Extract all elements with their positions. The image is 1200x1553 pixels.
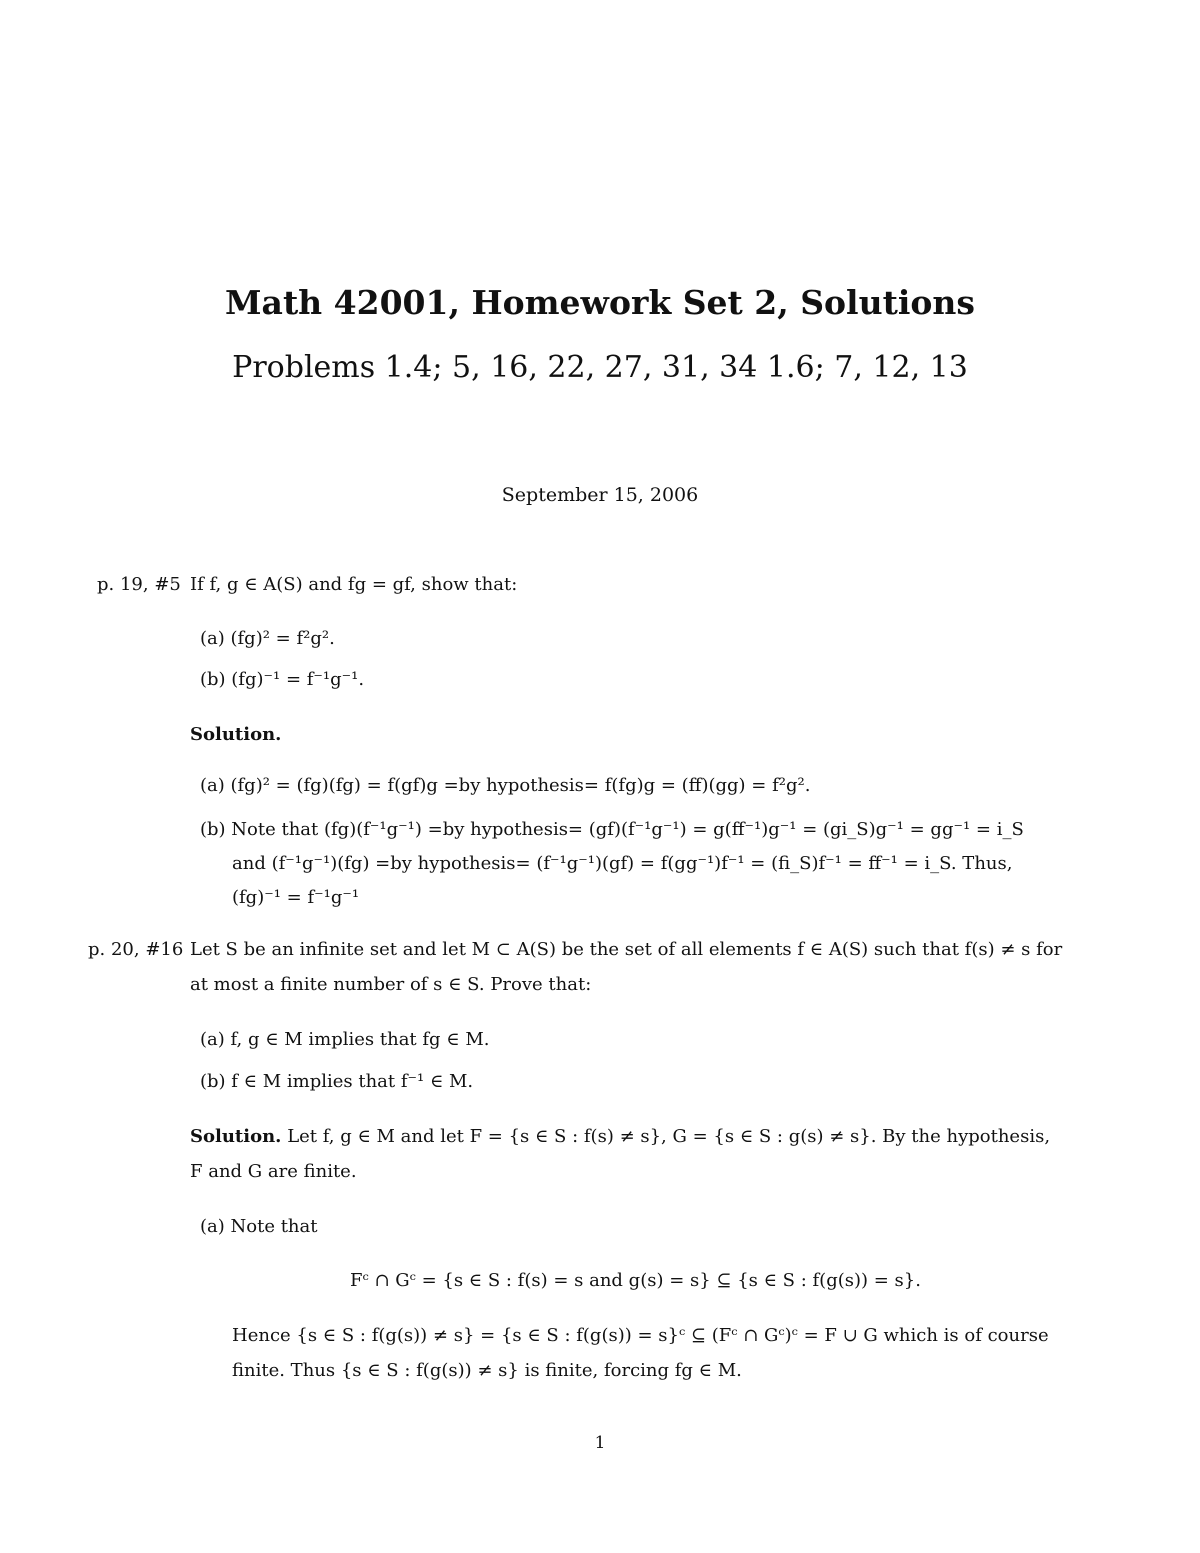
solution-heading: Solution.: [190, 724, 282, 745]
solution-part-b-line3: (fg)⁻¹ = f⁻¹g⁻¹: [232, 887, 360, 908]
solution-text: Let f, g ∈ M and let F = {s ∈ S : f(s) ≠ s}, G = {s ∈ S : g(s) ≠ s}. By the hypothesis,: [287, 1126, 1051, 1147]
solution-line1: [190, 1126, 1050, 1147]
solution-heading: Solution.: [190, 1126, 282, 1147]
problem-label-p20-16: p. 20, #16: [88, 939, 184, 960]
problem-part-b: (b) (fg)⁻¹ = f⁻¹g⁻¹.: [200, 669, 365, 690]
page-number: 1: [594, 1433, 606, 1453]
problem-statement-line1: Let S be an infinite set and let M ⊂ A(S) be the set of all elements f ∈ A(S) such that f(s) ≠ s for: [190, 939, 1063, 960]
problem-part-a: (a) f, g ∈ M implies that fg ∈ M.: [200, 1029, 490, 1050]
solution-part-a-line1: Hence {s ∈ S : f(g(s)) ≠ s} = {s ∈ S : f(g(s)) = s}ᶜ ⊆ (Fᶜ ∩ Gᶜ)ᶜ = F ∪ G which is of course: [232, 1325, 1049, 1346]
problem-part-a: (a) (fg)² = f²g².: [200, 628, 335, 649]
display-equation: Fᶜ ∩ Gᶜ = {s ∈ S : f(s) = s and g(s) = s} ⊆ {s ∈ S : f(g(s)) = s}.: [350, 1270, 921, 1291]
problem-statement: If f, g ∈ A(S) and fg = gf, show that:: [190, 574, 518, 595]
solution-part-a-line2: finite. Thus {s ∈ S : f(g(s)) ≠ s} is finite, forcing fg ∈ M.: [232, 1360, 742, 1381]
problem-label-p19-5: p. 19, #5: [97, 574, 181, 595]
solution-part-a-intro: (a) Note that: [200, 1216, 318, 1237]
problem-statement-line2: at most a finite number of s ∈ S. Prove that:: [190, 974, 592, 995]
solution-line2: F and G are finite.: [190, 1161, 357, 1182]
page-title: Math 42001, Homework Set 2, Solutions: [225, 283, 975, 322]
problem-part-b: (b) f ∈ M implies that f⁻¹ ∈ M.: [200, 1071, 474, 1092]
date: September 15, 2006: [501, 484, 699, 506]
solution-part-b-line2: and (f⁻¹g⁻¹)(fg) =by hypothesis= (f⁻¹g⁻¹)(gf) = f(gg⁻¹)f⁻¹ = (fi_S)f⁻¹ = ff⁻¹ = i_S. Thus,: [232, 853, 1013, 874]
solution-part-a: (a) (fg)² = (fg)(fg) = f(gf)g =by hypothesis= f(fg)g = (ff)(gg) = f²g².: [200, 775, 811, 796]
solution-part-b-line1: (b) Note that (fg)(f⁻¹g⁻¹) =by hypothesis= (gf)(f⁻¹g⁻¹) = g(ff⁻¹)g⁻¹ = (gi_S)g⁻¹ = gg⁻¹ = i_S: [200, 819, 1024, 840]
problem-list: Problems 1.4; 5, 16, 22, 27, 31, 34 1.6; 7, 12, 13: [232, 350, 968, 385]
